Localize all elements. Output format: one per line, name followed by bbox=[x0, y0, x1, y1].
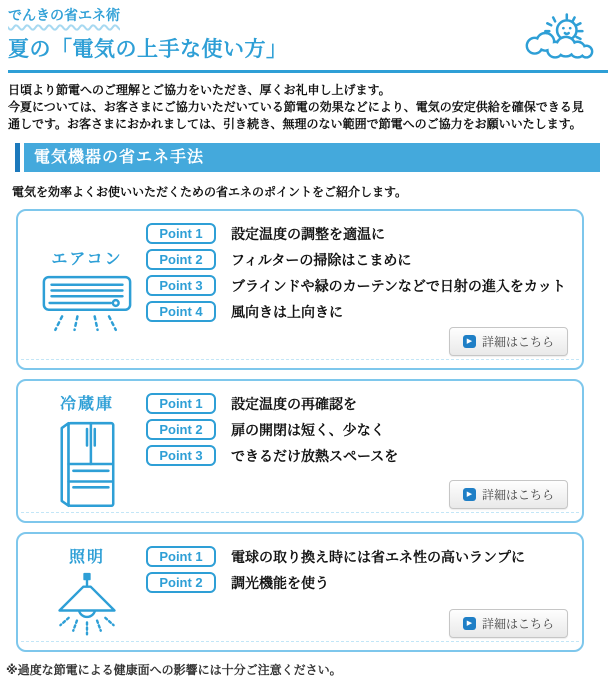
pendant-lamp-icon bbox=[48, 572, 126, 638]
air-conditioner-icon bbox=[41, 274, 133, 332]
detail-button[interactable] bbox=[449, 609, 568, 638]
point-row bbox=[146, 223, 570, 244]
detail-button-label: 詳細はこちら bbox=[481, 335, 554, 350]
detail-button-label: 詳細はこちら bbox=[481, 617, 554, 632]
appliance-label-column bbox=[28, 221, 146, 356]
point-text: 設定温度の調整を適温に bbox=[231, 225, 385, 242]
point-text: 電球の取り換え時には省エネ性の高いランプに bbox=[231, 548, 525, 565]
section-lead: 電気を効率よくお使いいただくための省エネのポイントをご紹介します。 bbox=[12, 185, 408, 200]
point-badge: Point 2 bbox=[146, 249, 216, 270]
intro-text bbox=[0, 73, 600, 133]
appliance-label-column bbox=[28, 391, 146, 509]
intro-paragraph: 日頃より節電へのご理解とご協力をいただき、厚くお礼申し上げます。 bbox=[8, 83, 391, 97]
point-row bbox=[146, 419, 570, 440]
appliance-label-column bbox=[28, 544, 146, 638]
arrow-icon bbox=[463, 335, 476, 348]
detail-button-label: 詳細はこちら bbox=[481, 488, 554, 503]
section-stripe bbox=[15, 143, 20, 172]
appliance-card-lighting bbox=[16, 532, 584, 652]
sun-cloud-icon bbox=[522, 10, 596, 60]
section-title: 電気機器の省エネ手法 bbox=[24, 143, 600, 172]
point-text: フィルターの掃除はこまめに bbox=[231, 251, 412, 268]
card-footer bbox=[146, 480, 570, 509]
points-list bbox=[146, 221, 570, 356]
point-text: 設定温度の再確認を bbox=[231, 395, 357, 412]
appliance-card-fridge bbox=[16, 379, 584, 523]
arrow-icon bbox=[463, 617, 476, 630]
point-row bbox=[146, 249, 570, 270]
point-badge: Point 4 bbox=[146, 301, 216, 322]
point-badge: Point 3 bbox=[146, 445, 216, 466]
footnote: ※過度な節電による健康面への影響には十分ご注意ください。 bbox=[6, 663, 342, 678]
point-row bbox=[146, 275, 570, 296]
point-row bbox=[146, 393, 570, 414]
point-row bbox=[146, 546, 570, 567]
appliance-name: 照明 bbox=[68, 549, 105, 567]
point-badge: Point 3 bbox=[146, 275, 216, 296]
point-text: できるだけ放熱スペースを bbox=[231, 447, 399, 464]
point-badge: Point 1 bbox=[146, 393, 216, 414]
appliance-card-aircon bbox=[16, 209, 584, 370]
refrigerator-icon bbox=[53, 419, 121, 509]
point-badge: Point 2 bbox=[146, 572, 216, 593]
point-text: 風向きは上向きに bbox=[231, 303, 343, 320]
card-footer bbox=[146, 327, 570, 356]
points-list bbox=[146, 544, 570, 638]
point-row bbox=[146, 445, 570, 466]
point-row bbox=[146, 572, 570, 593]
page-header bbox=[0, 0, 600, 73]
appliance-name: 冷蔵庫 bbox=[59, 396, 114, 414]
point-badge: Point 2 bbox=[146, 419, 216, 440]
header-divider bbox=[8, 70, 608, 73]
point-badge: Point 1 bbox=[146, 223, 216, 244]
detail-button[interactable] bbox=[449, 327, 568, 356]
point-text: ブラインドや緑のカーテンなどで日射の進入をカット bbox=[231, 277, 566, 294]
section-header bbox=[15, 143, 600, 172]
card-footer bbox=[146, 609, 570, 638]
site-title: でんきの省エネ術 bbox=[8, 7, 120, 23]
appliance-name: エアコン bbox=[51, 250, 123, 268]
page-title: 夏の「電気の上手な使い方」 bbox=[8, 38, 288, 61]
detail-button[interactable] bbox=[449, 480, 568, 509]
intro-paragraph: 今夏については、お客さまにご協力いただいている節電の効果などにより、電気の安定供給を確保できる見通しです。お客さまにおかれましては、引き続き、無理のない範囲で節電へのご協力をお願いいたします。 bbox=[8, 100, 584, 132]
point-text: 調光機能を使う bbox=[231, 574, 329, 591]
point-badge: Point 1 bbox=[146, 546, 216, 567]
arrow-icon bbox=[463, 488, 476, 501]
point-text: 扉の開閉は短く、少なく bbox=[231, 421, 385, 438]
points-list bbox=[146, 391, 570, 509]
point-row bbox=[146, 301, 570, 322]
